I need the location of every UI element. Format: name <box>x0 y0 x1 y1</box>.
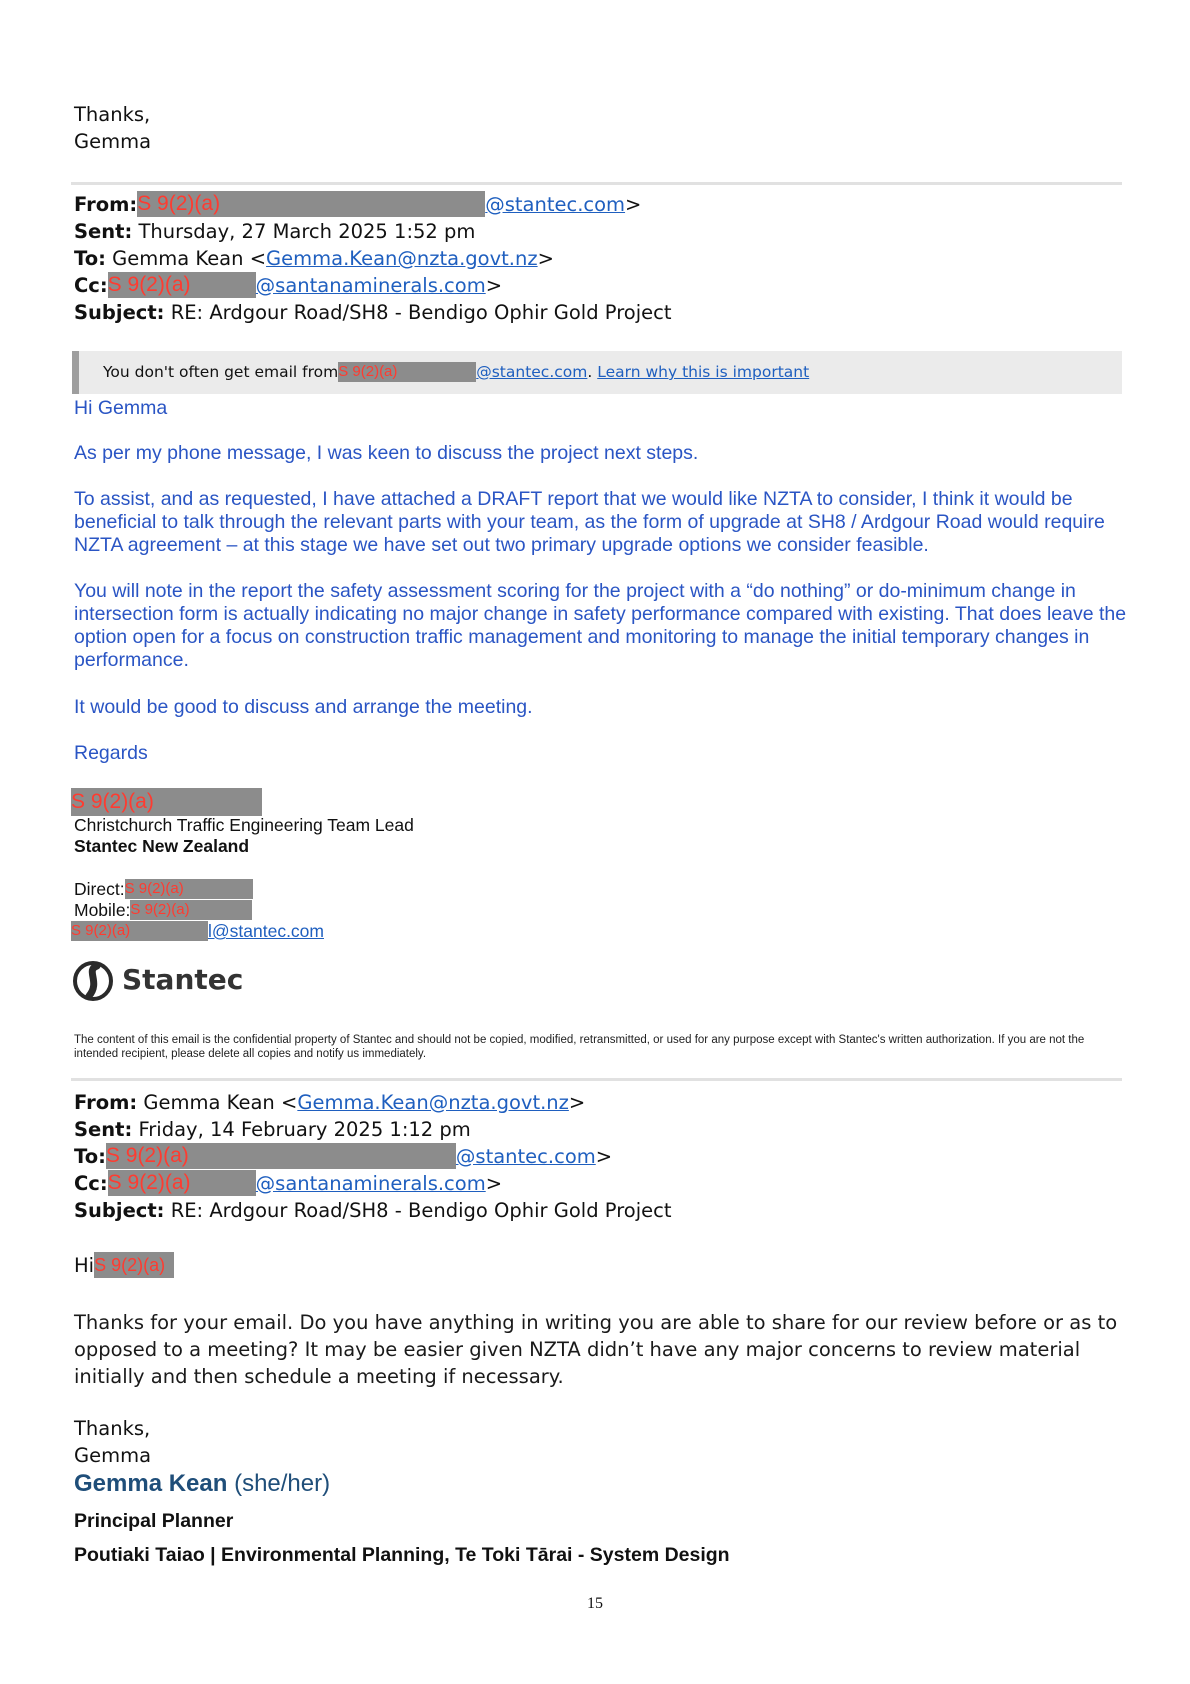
email1-greeting: Hi Gemma <box>74 397 168 419</box>
divider <box>71 1078 1122 1081</box>
redaction-box: S 9(2)(a) <box>130 900 252 920</box>
redaction-box: S 9(2)(a) <box>125 879 253 899</box>
email1-cc-line: Cc:S 9(2)(a) @santanaminerals.com> <box>74 273 503 297</box>
from-email-link[interactable]: @stantec.com <box>485 193 626 216</box>
sig-mobile-line <box>74 900 252 921</box>
redaction-box: S 9(2)(a) <box>71 788 262 816</box>
subject-value: RE: Ardgour Road/SH8 - Bendigo Ophir Gold Project <box>170 1199 672 1222</box>
from-label: From: <box>74 193 138 216</box>
from-label: From: <box>74 1091 138 1114</box>
from-name: Gemma Kean <box>143 1091 275 1114</box>
email1-paragraph: You will note in the report the safety assessment scoring for the project with a “do nothing” or do-minimum change in intersection form is actually indicating no major change in safety performance compared with existing. That does leave the option open for a focus on construction traffic management and monitoring to manage the initial temporary changes in performance. <box>74 580 1127 671</box>
banner-email-link[interactable]: @stantec.com <box>476 363 588 381</box>
email1-paragraph: As per my phone message, I was keen to discuss the project next steps. <box>74 442 699 464</box>
to-email-link[interactable]: Gemma.Kean@nzta.govt.nz <box>266 247 538 270</box>
email2-thanks: Thanks, <box>74 1417 151 1440</box>
sig-pronoun: (she/her) <box>234 1470 331 1497</box>
sig-company: Stantec New Zealand <box>74 836 250 856</box>
banner-content: You don't often get email fromS 9(2)(a) @stantec.com. Learn why this is important <box>103 363 810 381</box>
banner-accent-bar <box>72 351 79 394</box>
to-email-link[interactable]: @stantec.com <box>455 1145 596 1168</box>
cc-label: Cc: <box>74 274 108 297</box>
email1-sent-line <box>74 218 475 245</box>
sig-email-link[interactable]: l@stantec.com <box>208 921 324 941</box>
external-sender-banner <box>72 351 1122 394</box>
greeting-text: Hi <box>74 1254 95 1277</box>
email2-from-line: From: Gemma Kean <Gemma.Kean@nzta.govt.nz> <box>74 1091 586 1114</box>
email2-cc-line: Cc:S 9(2)(a) @santanaminerals.com> <box>74 1171 503 1195</box>
sent-value: Thursday, 27 March 2025 1:52 pm <box>138 220 476 243</box>
email2-sent-line <box>74 1116 471 1143</box>
cc-email-link[interactable]: @santanaminerals.com <box>255 1172 486 1195</box>
email1-regards: Regards <box>74 742 148 764</box>
email2-greeting <box>74 1252 174 1279</box>
email1-paragraph: To assist, and as requested, I have attached a DRAFT report that we would like NZTA to consider, I think it would be beneficial to talk through the relevant parts with your team, as the form of upgrade at SH8 / Ardgour Road would require NZTA agreement – at this stage we have set out two primary upgrade options we consider feasible. <box>74 488 1105 556</box>
page-number: 15 <box>587 1595 603 1612</box>
cc-label: Cc: <box>74 1172 108 1195</box>
direct-label: Direct: <box>74 879 125 899</box>
mobile-label: Mobile: <box>74 900 131 920</box>
to-label: To: <box>74 1145 106 1168</box>
sent-value: Friday, 14 February 2025 1:12 pm <box>138 1118 471 1141</box>
redaction-box: S 9(2)(a) <box>137 191 485 217</box>
to-label: To: <box>74 247 106 270</box>
redaction-box: S 9(2)(a) <box>108 272 256 298</box>
subject-value: RE: Ardgour Road/SH8 - Bendigo Ophir Gold Project <box>170 301 672 324</box>
sig-name-line <box>74 1469 330 1499</box>
cc-email-link[interactable]: @santanaminerals.com <box>255 274 486 297</box>
sig-title: Principal Planner <box>74 1510 234 1532</box>
email2-body: Thanks for your email. Do you have anything in writing you are able to share for our review before or as to opposed to a meeting? It may be easier given NZTA didn’t have any major concerns to review material initially and then schedule a meeting if necessary. <box>74 1311 1118 1388</box>
email1-from-line: From:S 9(2)(a) @stantec.com> <box>74 192 642 216</box>
redaction-box: S 9(2)(a) <box>338 362 476 382</box>
divider <box>71 182 1122 185</box>
to-name: Gemma Kean <box>112 247 244 270</box>
logo-text: Stantec <box>122 963 244 996</box>
stantec-mark-icon <box>72 960 114 1002</box>
top-thanks: Thanks, <box>74 103 151 126</box>
redaction-box: S 9(2)(a) <box>71 921 208 941</box>
email1-to-line: To: Gemma Kean <Gemma.Kean@nzta.govt.nz> <box>74 247 554 270</box>
subject-label: Subject: <box>74 1199 165 1222</box>
learn-why-link[interactable]: Learn why this is important <box>597 363 810 381</box>
redaction-box: S 9(2)(a) <box>108 1170 256 1196</box>
email1-subject-line <box>74 299 672 326</box>
sig-direct-line <box>74 879 253 900</box>
sent-label: Sent: <box>74 220 133 243</box>
sig-name: Gemma Kean <box>74 1470 228 1497</box>
email2-to-line: To:S 9(2)(a) @stantec.com> <box>74 1144 613 1168</box>
sig-title: Christchurch Traffic Engineering Team Lead <box>74 815 414 835</box>
redaction-box: S 9(2)(a) <box>106 1143 456 1169</box>
from-email-link[interactable]: Gemma.Kean@nzta.govt.nz <box>297 1091 569 1114</box>
email2-name: Gemma <box>74 1444 152 1467</box>
sig-dept: Poutiaki Taiao | Environmental Planning, Te Toki Tārai - System Design <box>74 1544 730 1566</box>
banner-text: You don't often get email from <box>103 363 339 381</box>
sent-label: Sent: <box>74 1118 133 1141</box>
email1-paragraph: It would be good to discuss and arrange the meeting. <box>74 696 533 718</box>
email2-subject-line <box>74 1197 672 1224</box>
disclaimer: The content of this email is the confidential property of Stantec and should not be copied, modified, retransmitted, or used for any purpose except with Stantec's written authorization. If you are not the intended recipient, please delete all copies and notify us immediately. <box>74 1034 1085 1060</box>
sig-email-line <box>71 921 324 942</box>
subject-label: Subject: <box>74 301 165 324</box>
top-name: Gemma <box>74 130 152 153</box>
redaction-box: S 9(2)(a) <box>94 1252 174 1278</box>
